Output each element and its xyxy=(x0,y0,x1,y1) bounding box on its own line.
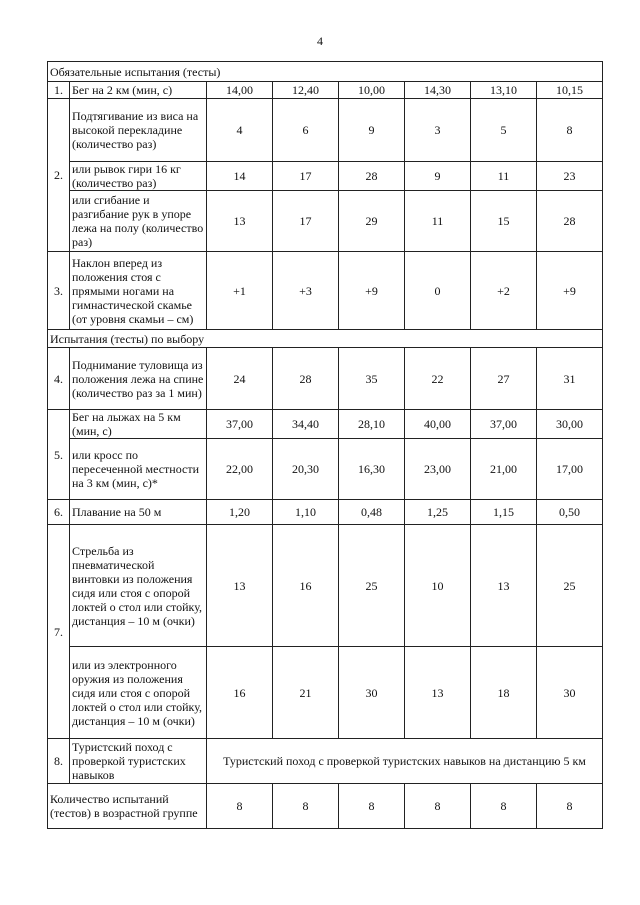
value-cell: 35 xyxy=(339,348,405,410)
value-cell: 28 xyxy=(273,348,339,410)
value-cell: 13 xyxy=(405,647,471,739)
value-cell: 31 xyxy=(537,348,603,410)
value-cell: 17,00 xyxy=(537,439,603,500)
table-row xyxy=(48,439,603,500)
test-name: Туристский поход с проверкой туристских навыков xyxy=(70,739,207,784)
value-cell: 28 xyxy=(537,191,603,252)
section-optional: Испытания (тесты) по выбору xyxy=(48,330,603,348)
table-row xyxy=(48,252,603,330)
test-count-label: Количество испытаний (тестов) в возрастной группе xyxy=(48,784,207,829)
value-cell: +9 xyxy=(339,252,405,330)
value-cell: 37,00 xyxy=(471,410,537,439)
value-cell: 30,00 xyxy=(537,410,603,439)
value-cell: 17 xyxy=(273,191,339,252)
test-name: или кросс по пересеченной местности на 3 км (мин, с)* xyxy=(70,439,207,500)
row-number: 4. xyxy=(48,348,70,410)
row-number: 3. xyxy=(48,252,70,330)
hike-description: Туристский поход с проверкой туристских навыков на дистанцию 5 км xyxy=(207,739,603,784)
value-cell: 1,10 xyxy=(273,500,339,525)
value-cell: 8 xyxy=(537,784,603,829)
value-cell: 8 xyxy=(273,784,339,829)
norms-table xyxy=(47,61,603,829)
value-cell: 9 xyxy=(405,162,471,191)
value-cell: 6 xyxy=(273,99,339,162)
value-cell: 16 xyxy=(273,525,339,647)
test-name: Наклон вперед из положения стоя с прямыми ногами на гимнастической скамье (от уровня скамьи – см) xyxy=(70,252,207,330)
value-cell: 4 xyxy=(207,99,273,162)
table-row xyxy=(48,784,603,829)
value-cell: 16 xyxy=(207,647,273,739)
value-cell: 21 xyxy=(273,647,339,739)
value-cell: 20,30 xyxy=(273,439,339,500)
section-header-row xyxy=(48,62,603,82)
value-cell: 12,40 xyxy=(273,82,339,99)
row-number: 1. xyxy=(48,82,70,99)
section-header-row xyxy=(48,330,603,348)
value-cell: 22,00 xyxy=(207,439,273,500)
value-cell: 3 xyxy=(405,99,471,162)
value-cell: 10 xyxy=(405,525,471,647)
test-name: Стрельба из пневматической винтовки из положения сидя или стоя с опорой локтей о стол или стойку, дистанция – 10 м (очки) xyxy=(70,525,207,647)
value-cell: 25 xyxy=(537,525,603,647)
value-cell: 8 xyxy=(339,784,405,829)
value-cell: +1 xyxy=(207,252,273,330)
table-row xyxy=(48,191,603,252)
table-row xyxy=(48,348,603,410)
value-cell: 23 xyxy=(537,162,603,191)
table-row xyxy=(48,162,603,191)
value-cell: 30 xyxy=(537,647,603,739)
table-row xyxy=(48,99,603,162)
value-cell: +9 xyxy=(537,252,603,330)
value-cell: 1,20 xyxy=(207,500,273,525)
value-cell: 13,10 xyxy=(471,82,537,99)
value-cell: 8 xyxy=(471,784,537,829)
section-mandatory: Обязательные испытания (тесты) xyxy=(48,62,603,82)
value-cell: 11 xyxy=(405,191,471,252)
value-cell: 13 xyxy=(471,525,537,647)
value-cell: 27 xyxy=(471,348,537,410)
value-cell: 14,30 xyxy=(405,82,471,99)
value-cell: 16,30 xyxy=(339,439,405,500)
table-row xyxy=(48,82,603,99)
value-cell: 14 xyxy=(207,162,273,191)
page-number: 4 xyxy=(317,34,323,48)
value-cell: 22 xyxy=(405,348,471,410)
test-name: Бег на лыжах на 5 км (мин, с) xyxy=(70,410,207,439)
table-row xyxy=(48,525,603,647)
row-number: 2. xyxy=(48,99,70,252)
value-cell: 34,40 xyxy=(273,410,339,439)
value-cell: 10,15 xyxy=(537,82,603,99)
value-cell: 13 xyxy=(207,191,273,252)
value-cell: 0,50 xyxy=(537,500,603,525)
value-cell: 1,25 xyxy=(405,500,471,525)
test-name: или рывок гири 16 кг (количество раз) xyxy=(70,162,207,191)
value-cell: 21,00 xyxy=(471,439,537,500)
row-number: 6. xyxy=(48,500,70,525)
row-number: 8. xyxy=(48,739,70,784)
value-cell: 40,00 xyxy=(405,410,471,439)
value-cell: 14,00 xyxy=(207,82,273,99)
value-cell: +2 xyxy=(471,252,537,330)
value-cell: 8 xyxy=(537,99,603,162)
value-cell: 28,10 xyxy=(339,410,405,439)
row-number: 7. xyxy=(48,525,70,739)
table-row xyxy=(48,739,603,784)
value-cell: 8 xyxy=(405,784,471,829)
value-cell: 17 xyxy=(273,162,339,191)
value-cell: 28 xyxy=(339,162,405,191)
test-name: Плавание на 50 м xyxy=(70,500,207,525)
test-name: Бег на 2 км (мин, с) xyxy=(70,82,207,99)
value-cell: 10,00 xyxy=(339,82,405,99)
test-name: Подтягивание из виса на высокой перекладине (количество раз) xyxy=(70,99,207,162)
value-cell: 0 xyxy=(405,252,471,330)
value-cell: 9 xyxy=(339,99,405,162)
value-cell: +3 xyxy=(273,252,339,330)
value-cell: 24 xyxy=(207,348,273,410)
table-row xyxy=(48,410,603,439)
value-cell: 23,00 xyxy=(405,439,471,500)
value-cell: 0,48 xyxy=(339,500,405,525)
value-cell: 15 xyxy=(471,191,537,252)
test-name: или сгибание и разгибание рук в упоре лежа на полу (количество раз) xyxy=(70,191,207,252)
row-number: 5. xyxy=(48,410,70,500)
test-name: Поднимание туловища из положения лежа на спине (количество раз за 1 мин) xyxy=(70,348,207,410)
table-row xyxy=(48,500,603,525)
value-cell: 8 xyxy=(207,784,273,829)
value-cell: 11 xyxy=(471,162,537,191)
value-cell: 13 xyxy=(207,525,273,647)
value-cell: 37,00 xyxy=(207,410,273,439)
value-cell: 5 xyxy=(471,99,537,162)
value-cell: 30 xyxy=(339,647,405,739)
table-row xyxy=(48,647,603,739)
test-name: или из электронного оружия из положения сидя или стоя с опорой локтей о стол или стойку, дистанция – 10 м (очки) xyxy=(70,647,207,739)
value-cell: 29 xyxy=(339,191,405,252)
value-cell: 18 xyxy=(471,647,537,739)
value-cell: 1,15 xyxy=(471,500,537,525)
value-cell: 25 xyxy=(339,525,405,647)
